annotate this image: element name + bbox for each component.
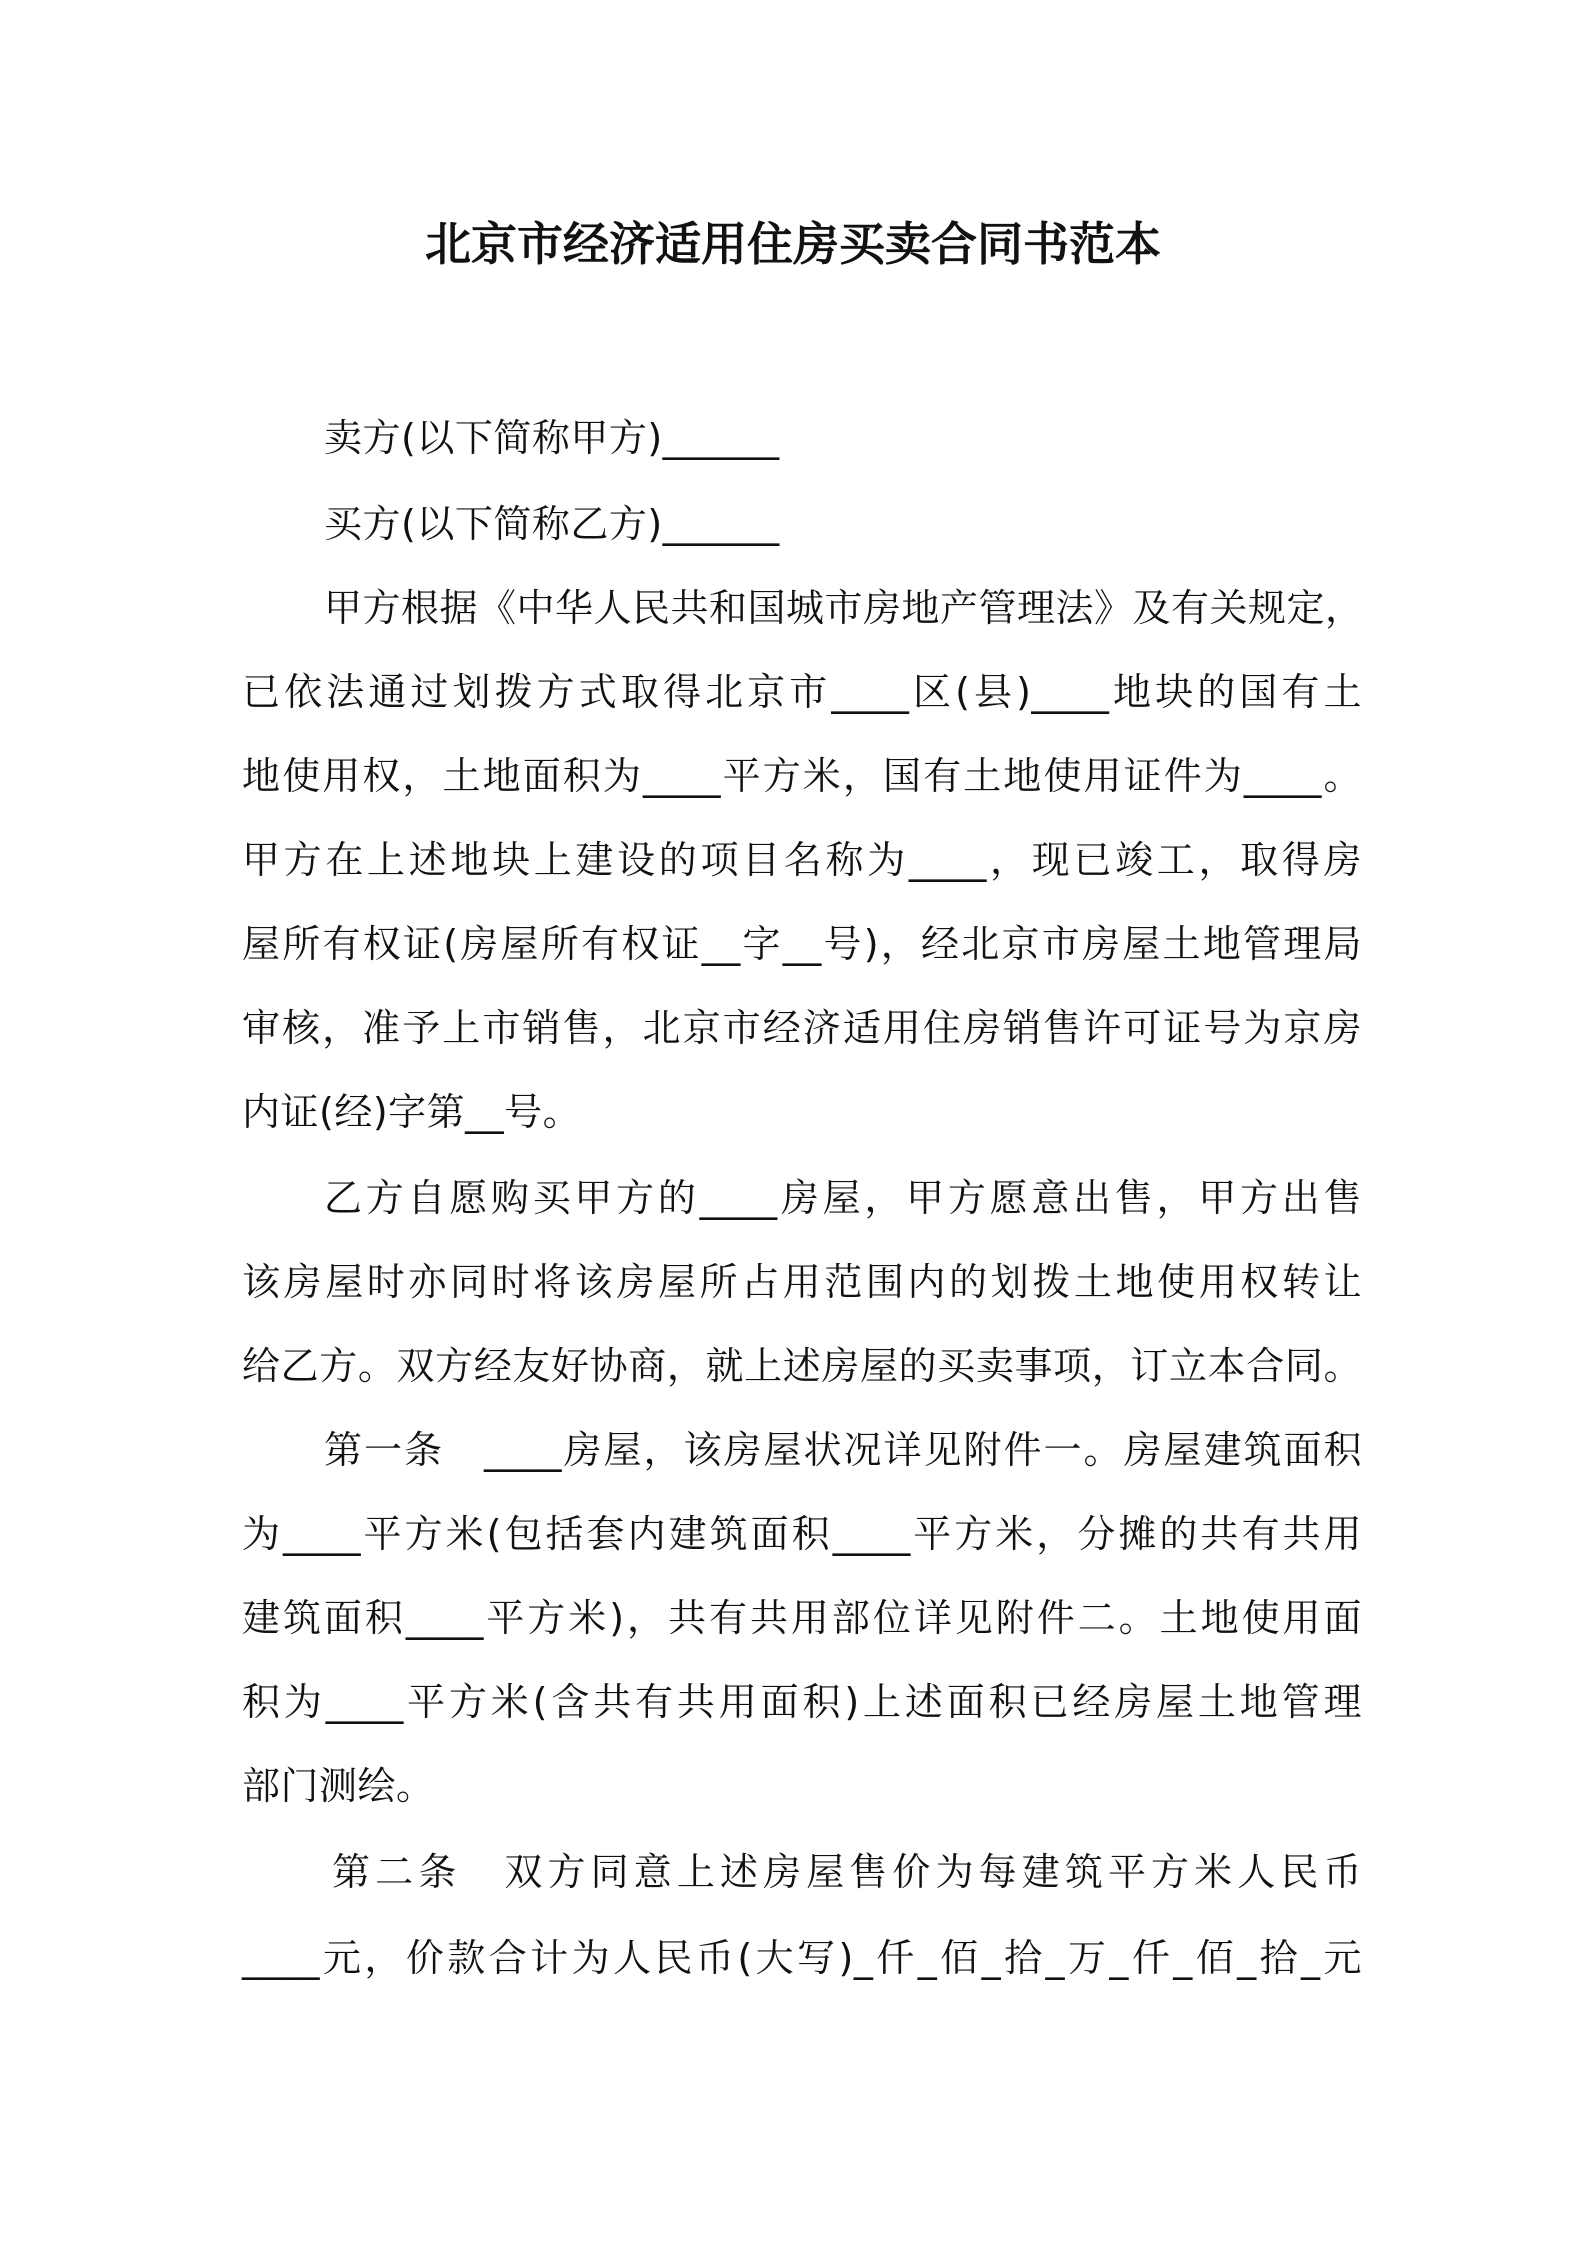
paragraph-line: 乙方自愿购买甲方的____房屋，甲方愿意出售，甲方出售	[324, 1176, 1362, 1220]
paragraph-line: 地使用权，土地面积为____平方米，国有土地使用证件为____。	[242, 754, 1362, 798]
seller-line: 卖方(以下简称甲方)______	[324, 416, 780, 460]
article-one-line: 部门测绘。	[242, 1764, 435, 1808]
paragraph-line: 甲方根据《中华人民共和国城市房地产管理法》及有关规定，	[324, 586, 1364, 630]
buyer-line: 买方(以下简称乙方)______	[324, 502, 780, 546]
article-one-line: 积为____平方米(含共有共用面积)上述面积已经房屋土地管理	[242, 1680, 1362, 1724]
paragraph-line: 给乙方。双方经友好协商，就上述房屋的买卖事项，订立本合同。	[242, 1344, 1362, 1388]
paragraph-line: 屋所有权证(房屋所有权证__字__号)，经北京市房屋土地管理局	[242, 922, 1362, 966]
paragraph-line: 审核，准予上市销售，北京市经济适用住房销售许可证号为京房	[242, 1006, 1362, 1050]
paragraph-line: 已依法通过划拨方式取得北京市____区(县)____地块的国有土	[242, 670, 1362, 714]
article-one-line: 建筑面积____平方米)，共有共用部位详见附件二。土地使用面	[242, 1596, 1362, 1640]
article-one-line: 第一条 ____房屋，该房屋状况详见附件一。房屋建筑面积	[324, 1428, 1362, 1472]
paragraph-line: 该房屋时亦同时将该房屋所占用范围内的划拨土地使用权转让	[242, 1260, 1362, 1304]
article-two-line: ____元，价款合计为人民币(大写)_仟_佰_拾_万_仟_佰_拾_元	[242, 1936, 1362, 1980]
document-title: 北京市经济适用住房买卖合同书范本	[425, 217, 1161, 271]
paragraph-line: 内证(经)字第__号。	[242, 1090, 582, 1134]
article-two-line: 第二条 双方同意上述房屋售价为每建筑平方米人民币	[332, 1850, 1362, 1894]
paragraph-line: 甲方在上述地块上建设的项目名称为____，现已竣工，取得房	[242, 838, 1362, 882]
article-one-line: 为____平方米(包括套内建筑面积____平方米，分摊的共有共用	[242, 1512, 1362, 1556]
